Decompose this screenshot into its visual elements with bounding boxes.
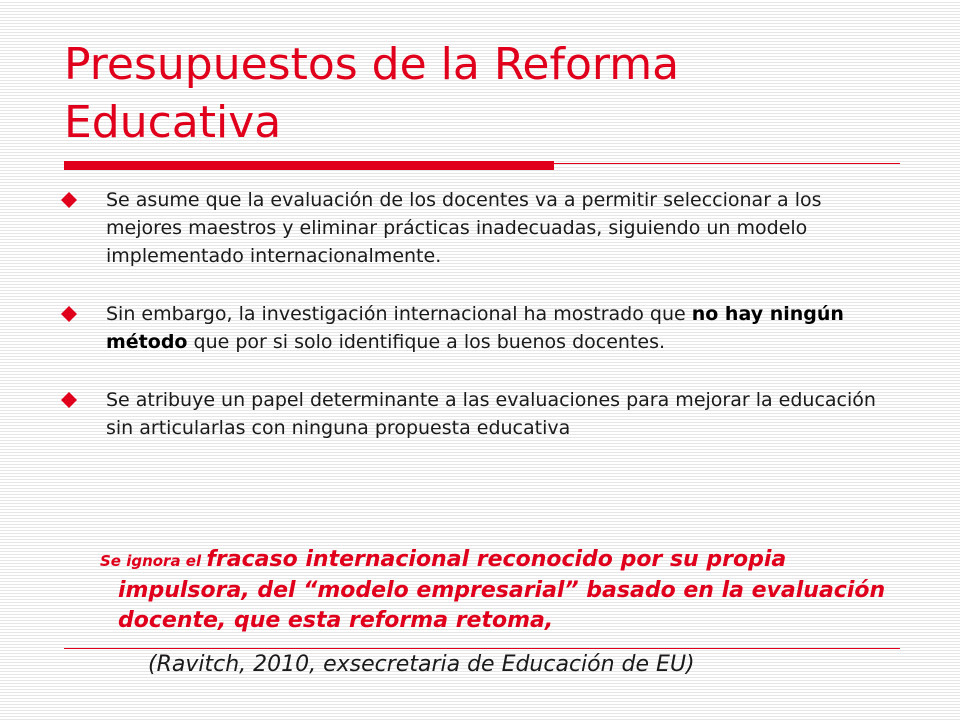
bullet-text: Se atribuye un papel determinante a las evaluaciones para mejorar la educación sin articularlas con ninguna propuesta educativa	[106, 389, 876, 439]
bullet-text: Sin embargo, la investigación internacional ha mostrado que no hay ningún método que por si solo identifique a los buenos docentes.	[106, 303, 844, 353]
slide-title: Presupuestos de la Reforma Educativa	[64, 39, 680, 148]
title-underline-thin	[554, 163, 900, 164]
quote-lead: Se ignora el	[100, 552, 207, 570]
bullet-emphasis: no hay ningún método	[106, 303, 844, 353]
diamond-icon	[61, 192, 77, 208]
bullet-item	[58, 186, 888, 270]
highlight-quote	[100, 545, 918, 636]
bullet-list	[58, 186, 888, 472]
quote-text: fracaso internacional reconocido por su propia impulsora, del “modelo empresarial” basado en la evaluación docente, que esta reforma retoma,	[118, 547, 886, 633]
diamond-icon	[61, 392, 77, 408]
title-underline-thick	[64, 161, 554, 170]
bullet-item	[58, 300, 888, 356]
bullet-item	[58, 386, 888, 442]
quote-citation: (Ravitch, 2010, exsecretaria de Educación de EU)	[148, 652, 695, 677]
diamond-icon	[61, 306, 77, 322]
bullet-text: Se asume que la evaluación de los docentes va a permitir seleccionar a los mejores maestros y eliminar prácticas inadecuadas, siguiendo un modelo implementado internacionalmente.	[106, 189, 822, 267]
quote-rule	[64, 648, 900, 649]
